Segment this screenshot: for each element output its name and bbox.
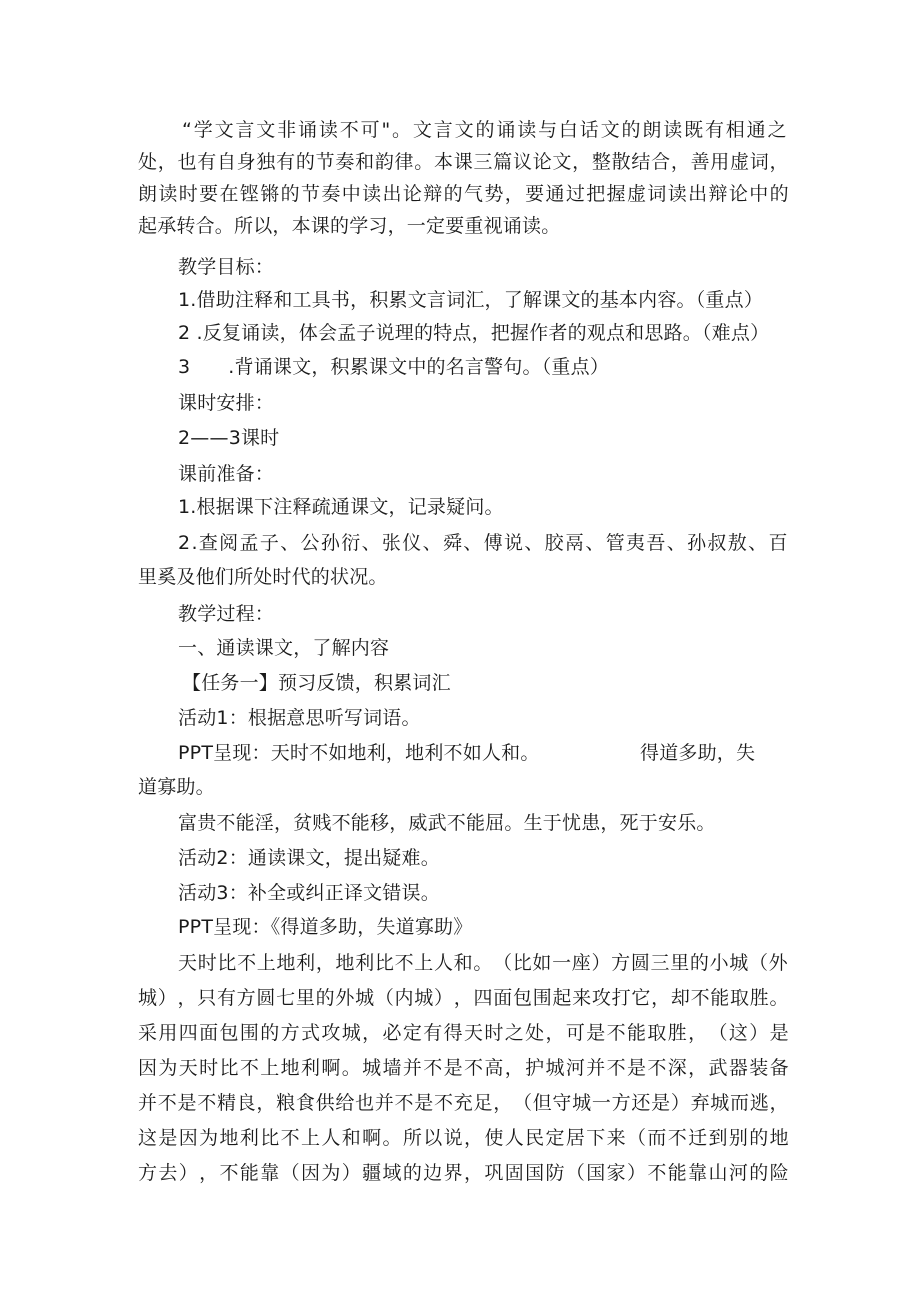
ppt-title-2: PPT呈现：《得道多助，失道寡助》 xyxy=(178,916,473,938)
goal-item-3-text: .背诵课文，积累课文中的名言警句。（重点） xyxy=(228,356,610,378)
prep-item-2-line-1: 2 . 查 阅 孟 子 、 公 孙 衍 、 张 仪 、 舜 、 傅 说 、 胶 鬲 、 管 夷 吾 、 孙 叔 敖 、 百 xyxy=(178,532,788,554)
goals-heading: 教学目标： xyxy=(178,256,275,278)
translation-line-1: 天 时 比 不 上 地 利 ， 地 利 比 不 上 人 和 。 （ 比 如 一 座 ） 方 圆 三 里 的 小 城 （ 外 xyxy=(178,952,788,974)
ppt-line-1-part-c: 道寡助。 xyxy=(138,776,215,798)
process-heading: 教学过程： xyxy=(178,603,275,625)
prep-item-1: 1.根据课下注释疏通课文，记录疑问。 xyxy=(178,496,504,518)
ppt-line-1 xyxy=(178,741,540,765)
ppt-line-1-part-a: PPT呈现：天时不如地利，地利不如人和。 xyxy=(178,742,540,764)
translation-line-2: 城 ） ， 只 有 方 圆 七 里 的 外 城 （ 内 城 ） ， 四 面 包 围 起 来 攻 打 它 ， 却 不 能 取 胜 。 xyxy=(138,987,789,1009)
schedule-heading: 课时安排： xyxy=(178,392,275,414)
activity-1: 活动1：根据意思听写词语。 xyxy=(178,707,421,729)
goal-item-3 xyxy=(178,355,609,379)
intro-line-3: 朗 读 时 要 在 铿 锵 的 节 奏 中 读 出 论 辩 的 气 势 ， 要 通 过 把 握 虚 词 读 出 辩 论 中 的 xyxy=(138,183,789,205)
prep-heading: 课前准备： xyxy=(178,463,275,485)
translation-line-6: 这 是 因 为 地 利 比 不 上 人 和 啊 。 所 以 说 ， 使 人 民 定 居 下 来 （ 而 不 迁 到 别 的 地 xyxy=(138,1127,789,1149)
section-heading-1: 一、通读课文，了解内容 xyxy=(178,637,390,659)
intro-line-4: 起承转合。所以，本课的学习，一定要重视诵读。 xyxy=(138,215,561,237)
activity-2: 活动2：通读课文，提出疑难。 xyxy=(178,847,440,869)
translation-line-4: 因 为 天 时 比 不 上 地 利 啊 。 城 墙 并 不 是 不 高 ， 护 城 河 并 不 是 不 深 ， 武 器 装 备 xyxy=(138,1057,789,1079)
intro-line-2: 处 ， 也 有 自 身 独 有 的 节 奏 和 韵 律 。 本 课 三 篇 议 论 文 ， 整 散 结 合 ， 善 用 虚 词 ， xyxy=(138,151,789,173)
schedule-value: 2——3课时 xyxy=(178,427,280,449)
translation-line-5: 并 不 是 不 精 良 ， 粮 食 供 给 也 并 不 是 不 充 足 ， （ 但 守 城 一 方 还 是 ） 弃 城 而 逃 ， xyxy=(138,1092,789,1114)
goal-item-2: 2 .反复诵读，体会孟子说理的特点，把握作者的观点和思路。（难点） xyxy=(178,322,770,344)
goal-item-3-number: 3 xyxy=(178,356,191,378)
translation-line-7: 方 去 ） ， 不 能 靠 （ 因 为 ） 疆 域 的 边 界 ， 巩 固 国 防 （ 国 家 ） 不 能 靠 山 河 的 险 xyxy=(138,1162,789,1184)
ppt-line-1-part-b: 得道多助，失 xyxy=(640,742,756,764)
task-heading-1: 【任务一】预习反馈，积累词汇 xyxy=(182,672,451,694)
translation-line-3: 采 用 四 面 包 围 的 方 式 攻 城 ， 必 定 有 得 天 时 之 处 ， 可 是 不 能 取 胜 ， （ 这 ） 是 xyxy=(138,1022,789,1044)
activity-3: 活动3：补全或纠正译文错误。 xyxy=(178,882,440,904)
ppt-line-2: 富贵不能淫，贫贱不能移，威武不能屈。生于忧患，死于安乐。 xyxy=(178,812,716,834)
prep-item-2-line-2: 里奚及他们所处时代的状况。 xyxy=(138,566,388,588)
goal-item-1: 1.借助注释和工具书，积累文言词汇，了解课文的基本内容。（重点） xyxy=(178,289,764,311)
intro-line-1: “ 学 文 言 文 非 诵 读 不 可 " 。 文 言 文 的 诵 读 与 白 话 文 的 朗 读 既 有 相 通 之 xyxy=(182,119,787,141)
